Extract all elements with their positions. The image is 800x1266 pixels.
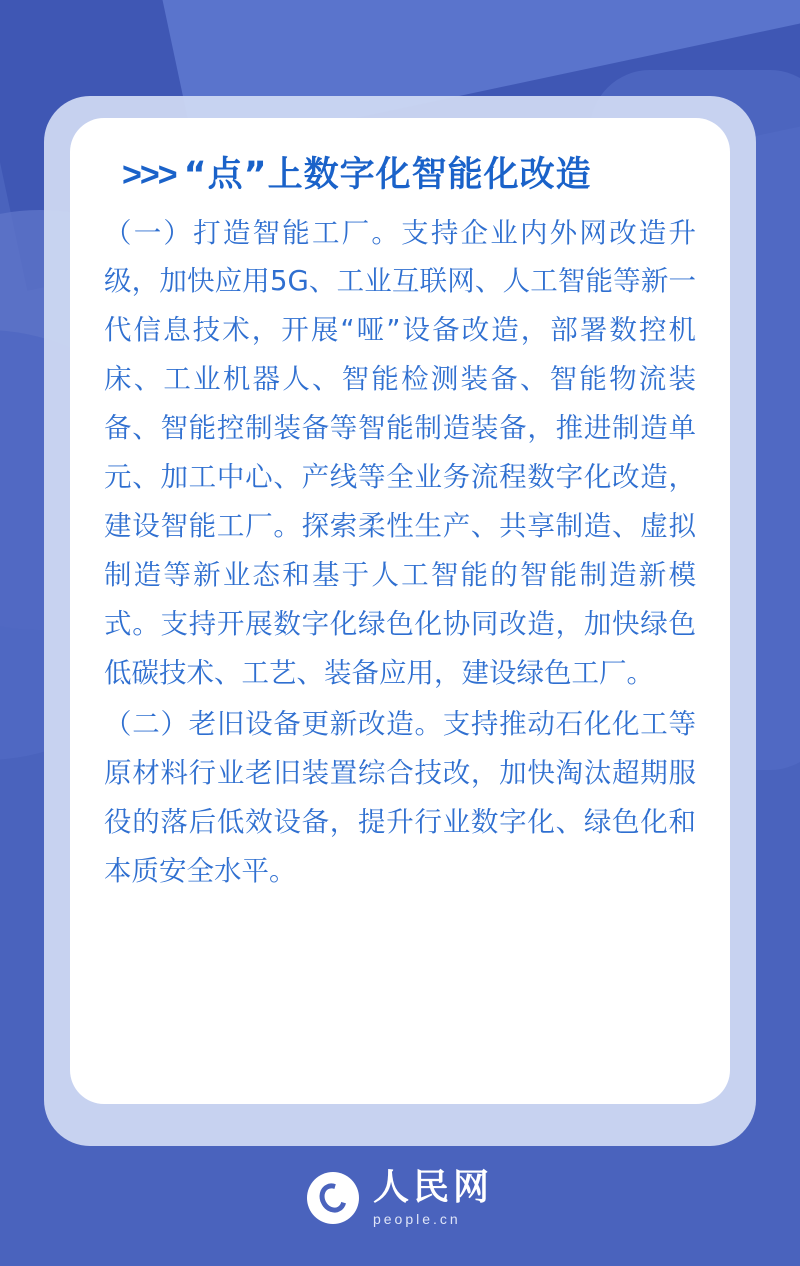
brand-texts xyxy=(372,1167,493,1227)
paragraph-two: （二）老旧设备更新改造。支持推动石化化工等原材料行业老旧装置综合技改，加快淘汰超期服役的落后低效设备，提升行业数字化、绿色化和本质安全水平。 xyxy=(104,707,696,887)
chevron-right-triple-icon: >>> xyxy=(122,156,176,195)
section-title-row xyxy=(122,156,696,195)
brand-name-en: people.cn xyxy=(372,1211,461,1227)
paragraph-one: （一）打造智能工厂。支持企业内外网改造升级，加快应用5G、工业互联网、人工智能等新一代信息技术，开展“哑”设备改造，部署数控机床、工业机器人、智能检测装备、智能物流装备、智能控制装备等智能制造装备，推进制造单元、加工中心、产线等全业务流程数字化改造，建设智能工厂。探索柔性生产、共享制造、虚拟制造等新业态和基于人工智能的智能制造新模式。支持开展数字化绿色化协同改造，加快绿色低碳技术、工艺、装备应用，建设绿色工厂。 xyxy=(104,216,696,689)
brand-name-cn: 人民网 xyxy=(372,1167,493,1208)
footer xyxy=(0,1167,800,1227)
brand-logo xyxy=(307,1167,493,1227)
content-card xyxy=(70,118,730,1104)
body-content xyxy=(104,209,696,896)
page-title: “点”上数字化智能化改造 xyxy=(183,155,592,195)
people-cn-logo-icon xyxy=(307,1172,359,1224)
